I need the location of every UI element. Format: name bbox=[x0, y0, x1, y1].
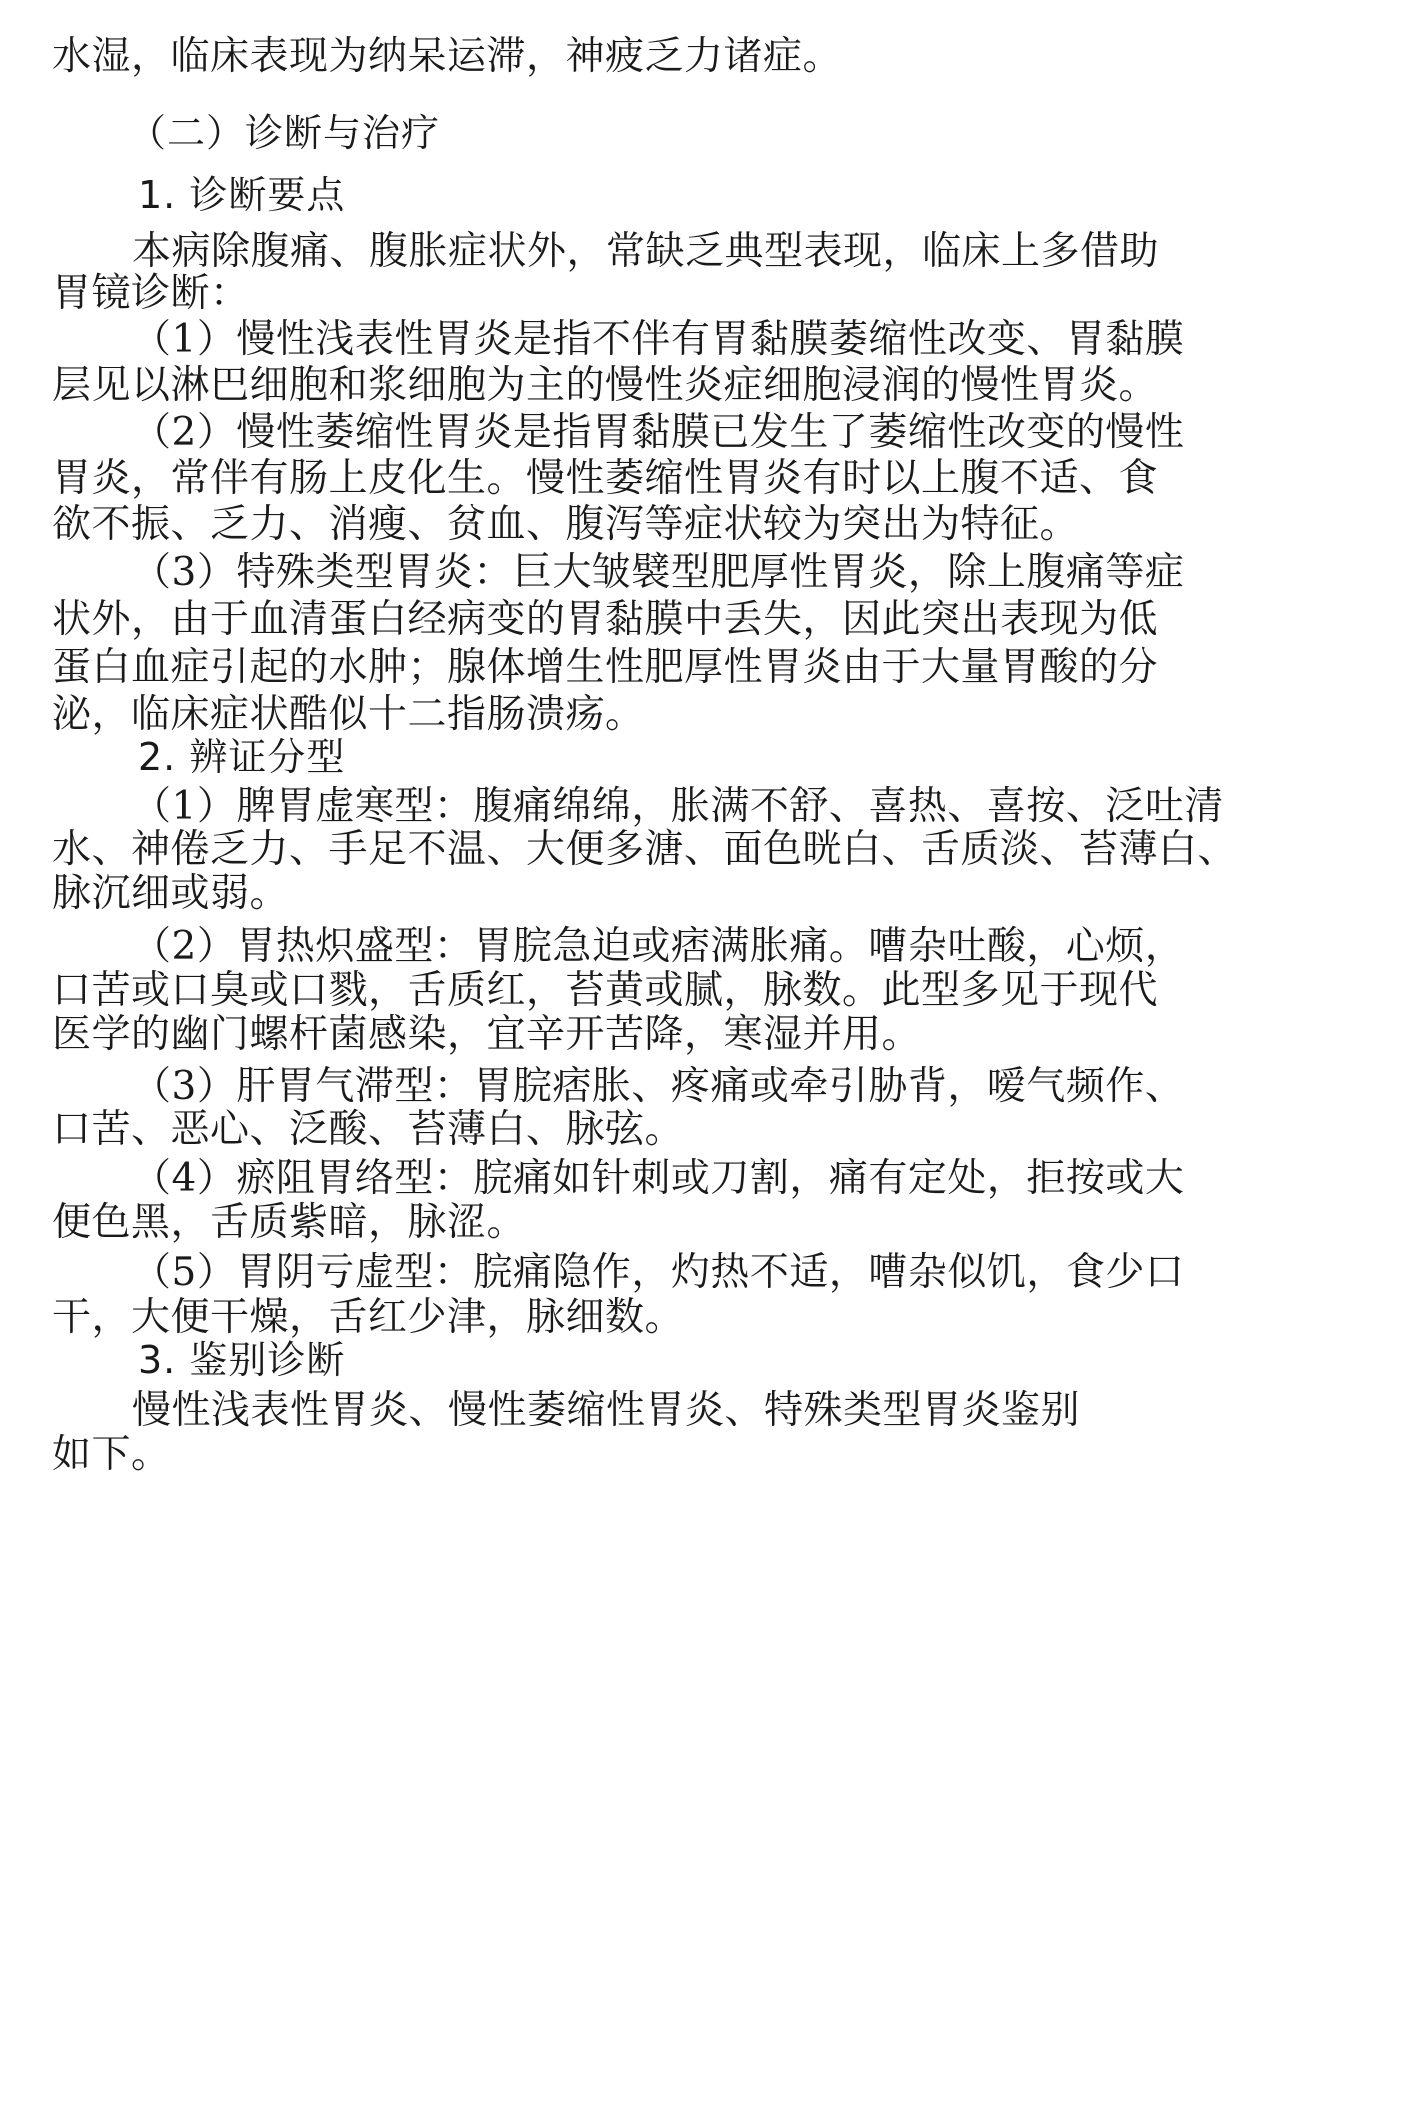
text-line: 干，大便干燥，舌红少津，脉细数。 bbox=[52, 1295, 685, 1340]
text-line: 胃镜诊断： bbox=[52, 271, 250, 316]
section-heading: （二）诊断与治疗 bbox=[128, 111, 441, 155]
text-line: 脉沉细或弱。 bbox=[52, 871, 290, 916]
text-line: 水、神倦乏力、手足不温、大便多溏、面色晄白、舌质淡、苔薄白、 bbox=[52, 827, 1238, 872]
subsection-heading: 1. 诊断要点 bbox=[138, 173, 346, 217]
subsection-heading: 2. 辨证分型 bbox=[138, 735, 346, 779]
text-line: 蛋白血症引起的水肿；腺体增生性肥厚性胃炎由于大量胃酸的分 bbox=[52, 645, 1159, 690]
text-line: 胃炎，常伴有肠上皮化生。慢性萎缩性胃炎有时以上腹不适、食 bbox=[52, 456, 1159, 501]
text-line: （2）慢性萎缩性胃炎是指胃黏膜已发生了萎缩性改变的慢性 bbox=[132, 410, 1185, 455]
text-line: （4）瘀阻胃络型：脘痛如针刺或刀割，痛有定处，拒按或大 bbox=[132, 1156, 1185, 1201]
text-line: 层见以淋巴细胞和浆细胞为主的慢性炎症细胞浸润的慢性胃炎。 bbox=[52, 363, 1159, 408]
text-line: 便色黑，舌质紫暗，脉涩。 bbox=[52, 1200, 527, 1245]
text-line: （5）胃阴亏虚型：脘痛隐作，灼热不适，嘈杂似饥，食少口 bbox=[132, 1250, 1185, 1295]
text-line: 医学的幽门螺杆菌感染，宜辛开苦降，寒湿并用。 bbox=[52, 1012, 922, 1057]
text-line: （2）胃热炽盛型：胃脘急迫或痞满胀痛。嘈杂吐酸，心烦， bbox=[132, 924, 1185, 969]
text-line: （3）肝胃气滞型：胃脘痞胀、疼痛或牵引胁背，嗳气频作、 bbox=[132, 1064, 1185, 1109]
text-line: （1）慢性浅表性胃炎是指不伴有胃黏膜萎缩性改变、胃黏膜 bbox=[132, 317, 1185, 362]
text-line: 水湿，临床表现为纳呆运滞，神疲乏力诸症。 bbox=[52, 34, 843, 79]
text-line: 慢性浅表性胃炎、慢性萎缩性胃炎、特殊类型胃炎鉴别 bbox=[132, 1388, 1081, 1433]
text-line: （1）脾胃虚寒型：腹痛绵绵，胀满不舒、喜热、喜按、泛吐清 bbox=[132, 784, 1224, 829]
text-line: 本病除腹痛、腹胀症状外，常缺乏典型表现，临床上多借助 bbox=[132, 229, 1160, 274]
text-line: 状外，由于血清蛋白经病变的胃黏膜中丢失，因此突出表现为低 bbox=[52, 597, 1159, 642]
text-line: 欲不振、乏力、消瘦、贫血、腹泻等症状较为突出为特征。 bbox=[52, 502, 1080, 547]
text-line: 泌，临床症状酷似十二指肠溃疡。 bbox=[52, 692, 645, 737]
text-line: 如下。 bbox=[52, 1432, 171, 1477]
text-line: 口苦或口臭或口戮，舌质红，苔黄或腻，脉数。此型多见于现代 bbox=[52, 968, 1159, 1013]
text-line: （3）特殊类型胃炎：巨大皱襞型肥厚性胃炎，除上腹痛等症 bbox=[132, 550, 1185, 595]
text-line: 口苦、恶心、泛酸、苔薄白、脉弦。 bbox=[52, 1107, 685, 1152]
subsection-heading: 3. 鉴别诊断 bbox=[138, 1338, 346, 1382]
